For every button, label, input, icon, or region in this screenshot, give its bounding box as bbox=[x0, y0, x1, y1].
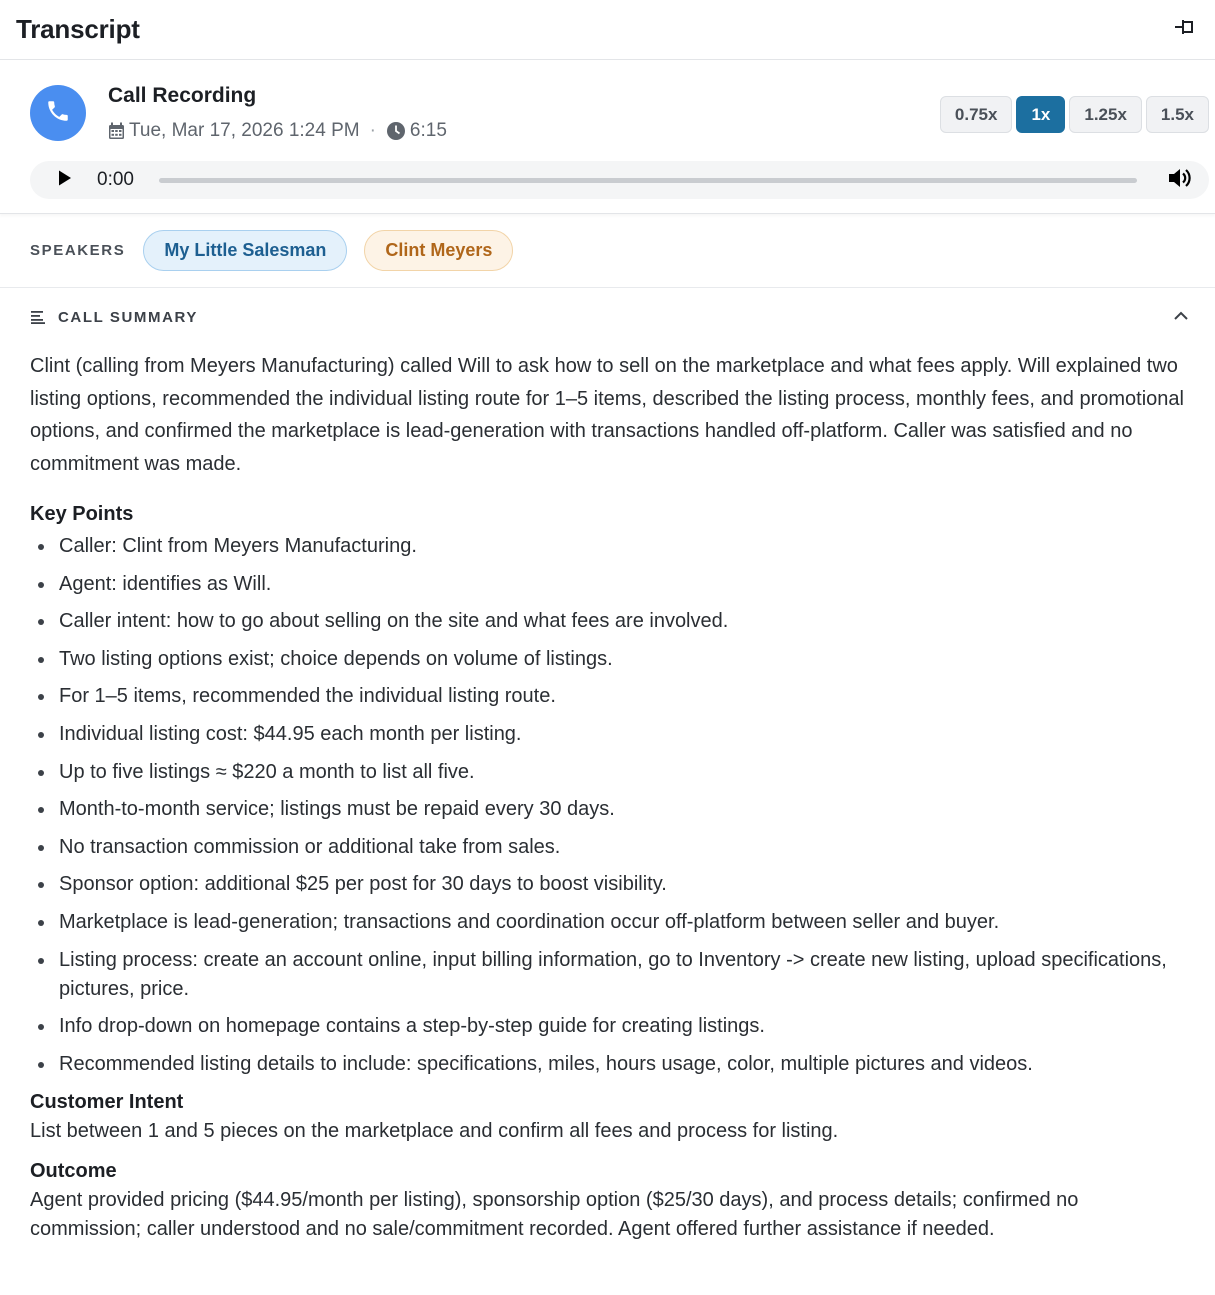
key-point: Caller intent: how to go about selling on the site and what fees are involved. bbox=[30, 607, 1185, 636]
speakers-bar bbox=[0, 214, 1215, 288]
call-summary-header[interactable] bbox=[0, 288, 1215, 346]
pin-icon bbox=[1173, 18, 1195, 41]
key-points-title: Key Points bbox=[30, 503, 134, 525]
key-point: Listing process: create an account online, input billing information, go to Inventory -> create new listing, upload specifications, pictures, price. bbox=[30, 946, 1185, 1004]
play-icon bbox=[58, 170, 72, 191]
key-point: No transaction commission or additional take from sales. bbox=[30, 833, 1185, 862]
call-summary-content bbox=[0, 350, 1215, 1244]
recording-duration: 6:15 bbox=[409, 120, 447, 141]
speed-1x-button[interactable]: 1x bbox=[1016, 96, 1065, 133]
meta-separator: · bbox=[369, 120, 376, 141]
call-recording-panel bbox=[0, 60, 1215, 214]
page-title: Transcript bbox=[16, 14, 140, 44]
phone-avatar bbox=[30, 85, 86, 141]
customer-intent-title: Customer Intent bbox=[30, 1090, 184, 1113]
speakers-label: SPEAKERS bbox=[30, 242, 126, 259]
phone-icon bbox=[45, 98, 71, 129]
outcome-text: Agent provided pricing ($44.95/month per listing), sponsorship option ($25/30 days), and process details; confirmed no commission; caller understood and no sale/commitment recorded. Agent offered further assistance if needed. bbox=[30, 1188, 1079, 1240]
volume-button[interactable] bbox=[1167, 167, 1193, 193]
current-time: 0:00 bbox=[97, 169, 134, 190]
recording-date: Tue, Mar 17, 2026 1:24 PM bbox=[129, 120, 360, 141]
key-point: Individual listing cost: $44.95 each month per listing. bbox=[30, 720, 1185, 749]
recording-title: Call Recording bbox=[108, 84, 257, 107]
key-point: Sponsor option: additional $25 per post for 30 days to boost visibility. bbox=[30, 870, 1185, 899]
key-point: Info drop-down on homepage contains a step-by-step guide for creating listings. bbox=[30, 1012, 1185, 1041]
key-point: For 1–5 items, recommended the individual listing route. bbox=[30, 682, 1185, 711]
recording-meta bbox=[108, 120, 447, 142]
key-point: Agent: identifies as Will. bbox=[30, 570, 1185, 599]
customer-intent-text: List between 1 and 5 pieces on the marketplace and confirm all fees and process for listing. bbox=[30, 1119, 839, 1142]
speed-1.5x-button[interactable]: 1.5x bbox=[1146, 96, 1209, 133]
pin-button[interactable] bbox=[1169, 15, 1199, 45]
key-point: Up to five listings ≈ $220 a month to list all five. bbox=[30, 758, 1185, 787]
play-button[interactable] bbox=[58, 170, 78, 190]
speaker-chip-clint-meyers[interactable]: Clint Meyers bbox=[364, 230, 513, 271]
chevron-up-icon bbox=[1173, 308, 1189, 326]
audio-player bbox=[30, 161, 1209, 199]
speed-1.25x-button[interactable]: 1.25x bbox=[1069, 96, 1142, 133]
key-points-list bbox=[30, 532, 1185, 1079]
transcript-header bbox=[0, 0, 1215, 60]
key-point: Marketplace is lead-generation; transactions and coordination occur off-platform between seller and buyer. bbox=[30, 908, 1185, 937]
outcome-title: Outcome bbox=[30, 1159, 117, 1182]
key-point: Recommended listing details to include: specifications, miles, hours usage, color, multiple pictures and videos. bbox=[30, 1050, 1185, 1079]
clock-icon bbox=[386, 121, 406, 141]
collapse-summary-button[interactable] bbox=[1169, 305, 1193, 329]
playback-speed-group bbox=[940, 96, 1209, 133]
summary-lines-icon bbox=[30, 310, 46, 324]
volume-icon bbox=[1168, 167, 1192, 194]
key-point: Two listing options exist; choice depends on volume of listings. bbox=[30, 645, 1185, 674]
speaker-chip-my-little-salesman[interactable]: My Little Salesman bbox=[143, 230, 347, 271]
call-summary-title: CALL SUMMARY bbox=[58, 308, 199, 326]
summary-paragraph: Clint (calling from Meyers Manufacturing) called Will to ask how to sell on the marketplace and what fees apply. Will explained two listing options, recommended the individual listing route for 1–5 items, described the listing process, monthly fees, and promotional options, and confirmed the marketplace is lead-generation with transactions handled off-platform. Caller was satisfied and no commitment was made. bbox=[30, 355, 1184, 475]
speed-0.75x-button[interactable]: 0.75x bbox=[940, 96, 1013, 133]
key-point: Month-to-month service; listings must be repaid every 30 days. bbox=[30, 795, 1185, 824]
seek-bar[interactable] bbox=[159, 178, 1137, 183]
calendar-icon bbox=[108, 122, 125, 140]
key-point: Caller: Clint from Meyers Manufacturing. bbox=[30, 532, 1185, 561]
